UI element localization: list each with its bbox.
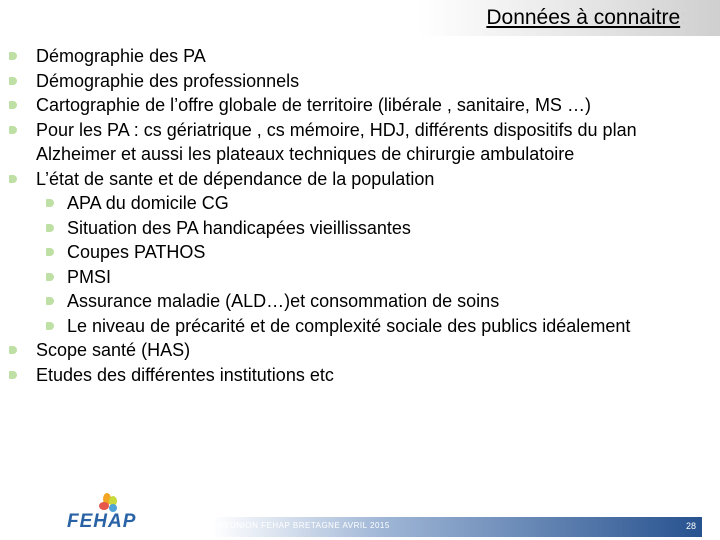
- bullet-text: Situation des PA handicapées vieillissantes: [67, 217, 411, 238]
- page-number: 28: [685, 521, 696, 531]
- bullet-item: [0, 118, 720, 143]
- bullet-text: Alzheimer et aussi les plateaux techniques de chirurgie ambulatoire: [36, 144, 575, 164]
- bullet-list: [0, 44, 720, 387]
- bullet-icon: [9, 101, 17, 109]
- bullet-icon: [46, 199, 54, 207]
- bullet-item: [0, 93, 720, 118]
- bullet-text: PMSI: [67, 266, 112, 287]
- bullet-icon: [46, 248, 54, 256]
- bullet-item: [0, 44, 720, 69]
- bullet-text: Pour les PA : cs gériatrique , cs mémoire, HDJ, différents dispositifs du plan: [36, 119, 637, 140]
- bullet-icon: [9, 371, 17, 379]
- slide-title-colon: :: [680, 6, 686, 29]
- bullet-icon: [9, 52, 17, 60]
- fehap-logo-text: FEHAP: [67, 511, 137, 532]
- bullet-text: Démographie des professionnels: [36, 70, 300, 91]
- bullet-text: Assurance maladie (ALD…)et consommation de soins: [67, 291, 500, 311]
- bullet-text: L’état de sante et de dépendance de la population: [36, 168, 435, 189]
- fehap-logo: [60, 493, 140, 537]
- bullet-item: [0, 191, 720, 216]
- bullet-icon: [46, 322, 54, 330]
- bullet-icon: [9, 346, 17, 354]
- bullet-item: [0, 338, 720, 363]
- bullet-icon: [9, 77, 17, 85]
- bullet-text: Scope santé (HAS): [36, 340, 191, 360]
- bullet-item: [0, 363, 720, 388]
- bullet-text: Le niveau de précarité et de complexité sociale des publics idéalement: [67, 315, 631, 336]
- bullet-text: APA du domicile CG: [67, 193, 229, 213]
- footer-caption: REUNION FEHAP BRETAGNE AVRIL 2015: [218, 521, 390, 530]
- bullet-item: [0, 69, 720, 94]
- bullet-item: [0, 314, 720, 339]
- bullet-icon: [46, 297, 54, 305]
- bullet-text: Démographie des PA: [36, 46, 206, 66]
- slide-title: [486, 6, 686, 30]
- title-bar: [418, 0, 720, 36]
- bullet-item: [0, 216, 720, 241]
- bullet-icon: [9, 126, 17, 134]
- bullet-icon: [9, 175, 17, 183]
- bullet-text: Etudes des différentes institutions etc: [36, 364, 334, 385]
- bullet-item: [0, 265, 720, 290]
- bullet-item: [0, 289, 720, 314]
- bullet-item: [0, 240, 720, 265]
- slide-title-text: Données à connaitre: [486, 6, 681, 29]
- bullet-text: Coupes PATHOS: [67, 242, 206, 262]
- bullet-icon: [46, 224, 54, 232]
- bullet-item: [0, 167, 720, 192]
- bullet-item: [0, 142, 720, 167]
- bullet-icon: [46, 273, 54, 281]
- bullet-text: Cartographie de l’offre globale de territoire (libérale , sanitaire, MS …): [36, 95, 591, 115]
